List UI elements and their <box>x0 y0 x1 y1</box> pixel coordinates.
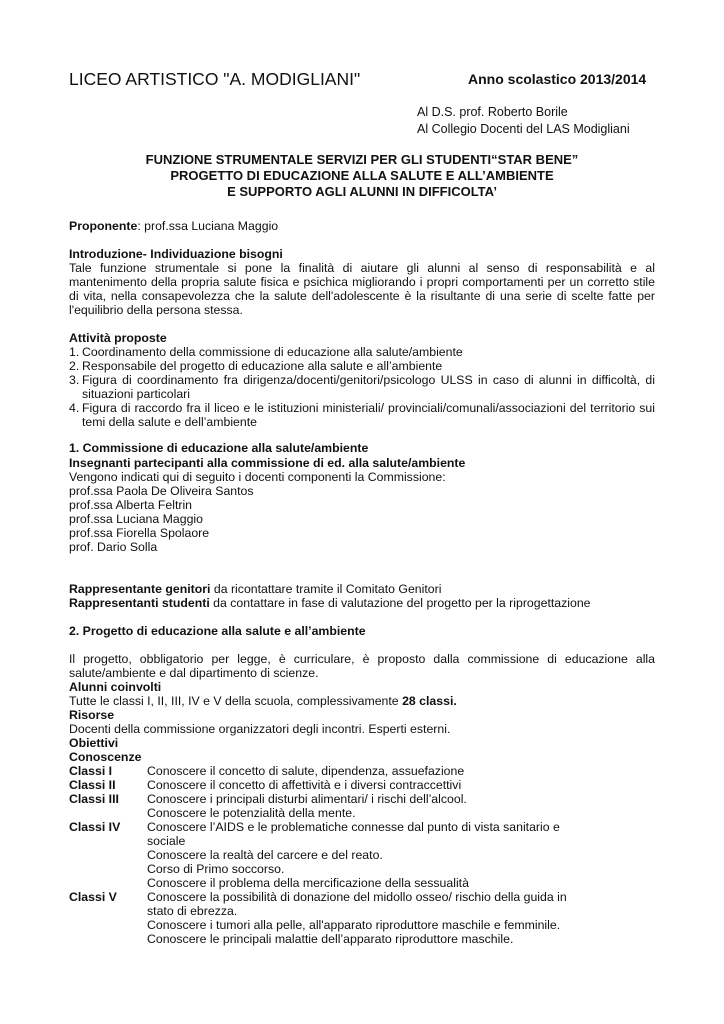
class-row: Classi I Conoscere il concetto di salute, dipendenza, assuefazione <box>69 764 465 778</box>
rep-parents: Rappresentante genitori da ricontattare tramite il Comitato Genitori <box>69 582 442 596</box>
list-item: 3. Figura di coordinamento fra dirigenza/docenti/genitori/psicologo ULSS in caso di alunni in difficoltà, di situazioni particolari <box>69 373 655 401</box>
member-item: prof.ssa Luciana Maggio <box>69 512 203 526</box>
doc-title-line-1: FUNZIONE STRUMENTALE SERVIZI PER GLI STUDENTI“STAR BENE” <box>145 152 579 167</box>
alunni-text: Tutte le classi I, II, III, IV e V della scuola, complessivamente 28 classi. <box>69 694 457 708</box>
risorse-heading: Risorse <box>69 708 115 722</box>
member-item: prof. Dario Solla <box>69 540 158 554</box>
member-item: prof.ssa Paola De Oliveira Santos <box>69 484 254 498</box>
intro-heading: Introduzione- Individuazione bisogni <box>69 247 283 261</box>
list-item: 2. Responsabile del progetto di educazione alla salute e all’ambiente <box>69 359 443 373</box>
doc-title-line-2: PROGETTO DI EDUCAZIONE ALLA SALUTE E ALL’AMBIENTE <box>170 168 554 183</box>
section1-intro: Vengono indicati qui di seguito i docenti componenti la Commissione: <box>69 470 446 484</box>
section1-heading: 1. Commissione di educazione alla salute/ambiente <box>69 441 369 455</box>
class-row: Classi V Conoscere la possibilità di donazione del midollo osseo/ rischio della guida in stato di ebrezza. Conoscere i tumori alla pelle, all'apparato riproduttore maschile e femminile. Conoscere le principali malattie dell’apparato riproduttore maschile. <box>69 890 567 946</box>
doc-title-line-3: E SUPPORTO AGLI ALUNNI IN DIFFICOLTA’ <box>227 184 497 199</box>
rep-students: Rappresentanti studenti da contattare in fase di valutazione del progetto per la riprogettazione <box>69 596 591 610</box>
school-name: LICEO ARTISTICO "A. MODIGLIANI" <box>69 69 361 89</box>
class-row: Classi IV Conoscere l’AIDS e le problematiche connesse dal punto di vista sanitario e sociale Conoscere la realtà del carcere e del reato. Corso di Primo soccorso. Conoscere il problema della mercificazione della sessualità <box>69 820 560 890</box>
section2-text: Il progetto, obbligatorio per legge, è curriculare, è proposto dalla commissione di educazione alla salute/ambiente e dal dipartimento di scienze. <box>69 652 655 680</box>
member-item: prof.ssa Alberta Feltrin <box>69 498 193 512</box>
proponente-label: Proponente <box>69 219 138 233</box>
risorse-text: Docenti della commissione organizzatori degli incontri. Esperti esterni. <box>69 722 451 736</box>
list-item: 1. Coordinamento della commissione di educazione alla salute/ambiente <box>69 345 463 359</box>
conoscenze-table <box>69 764 567 946</box>
school-year: Anno scolastico 2013/2014 <box>468 71 647 87</box>
list-item: 4. Figura di raccordo fra il liceo e le istituzioni ministeriali/ provinciali/comunali/associazioni del territorio sui temi della salute e dell’ambiente <box>69 401 655 429</box>
activities-list <box>69 345 655 429</box>
alunni-heading: Alunni coinvolti <box>69 680 162 694</box>
intro-text: Tale funzione strumentale si pone la finalità di aiutare gli alunni al senso di responsabilità e al mantenimento della propria salute fisica e psichica migliorando i propri comportamenti per un corretto stile di vita, nella consapevolezza che la salute dell'adolescente è la risultante di una serie di scelte fatte per l'equilibrio della persona stessa. <box>69 261 655 317</box>
obiettivi-heading: Obiettivi <box>69 736 119 750</box>
recipient-ds: Al D.S. prof. Roberto Borile <box>417 105 568 119</box>
proponente-value: : prof.ssa Luciana Maggio <box>137 219 279 233</box>
member-item: prof.ssa Fiorella Spolaore <box>69 526 210 540</box>
section1-subheading: Insegnanti partecipanti alla commissione di ed. alla salute/ambiente <box>69 456 466 470</box>
conoscenze-heading: Conoscenze <box>69 750 142 764</box>
activities-heading: Attività proposte <box>69 331 167 345</box>
section2-heading: 2. Progetto di educazione alla salute e all’ambiente <box>69 624 366 638</box>
recipient-collegio: Al Collegio Docenti del LAS Modigliani <box>417 122 630 136</box>
class-row: Classi II Conoscere il concetto di affettività e i diversi contraccettivi <box>69 778 462 792</box>
proponente-line <box>69 219 278 233</box>
class-row: Classi III Conoscere i principali disturbi alimentari/ i rischi dell’alcool. Conoscere le potenzialità della mente. <box>69 792 467 820</box>
